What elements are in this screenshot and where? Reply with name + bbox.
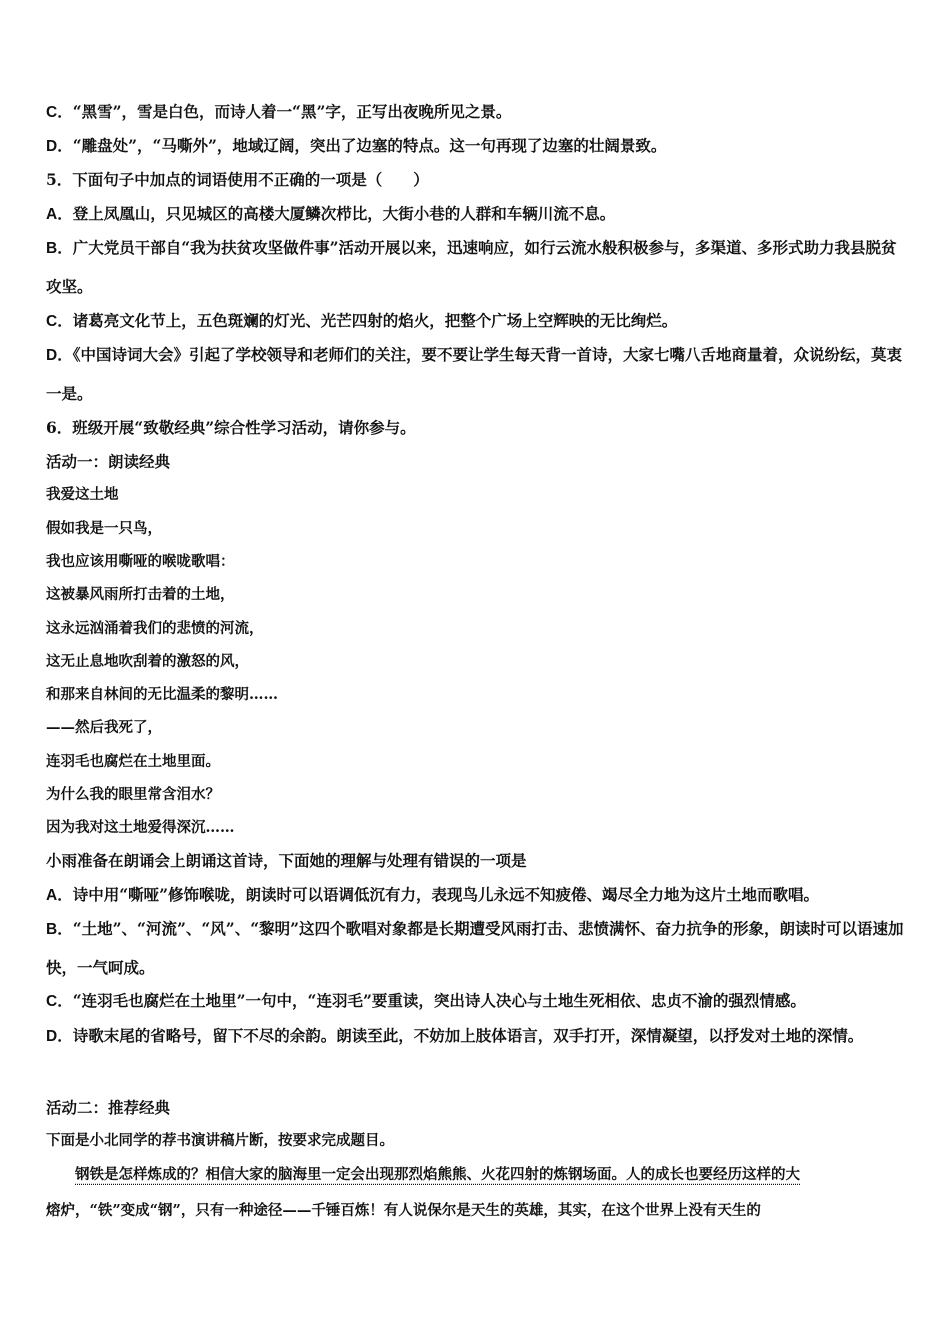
speech-paragraph-line-2: 熔炉，“铁”变成“钢”，只有一种途径——千锤百炼！有人说保尔是天生的英雄，其实，在这个世界上没有天生的 bbox=[46, 1202, 761, 1219]
q5-option-c-label: C． bbox=[46, 313, 73, 330]
q5-option-a-text: 登上凤凰山，只见城区的高楼大厦鳞次栉比，大街小巷的人群和车辆川流不息。 bbox=[72, 204, 616, 223]
poem-line: 假如我是一只鸟， bbox=[46, 520, 162, 537]
poem-line: 这永远汹涌着我们的悲愤的河流， bbox=[46, 620, 264, 637]
q5-option-a bbox=[46, 204, 908, 225]
q6-option-a-label: A． bbox=[46, 887, 73, 904]
q6-option-b-label: B． bbox=[46, 921, 73, 938]
q6-option-d-label: D． bbox=[46, 1028, 73, 1045]
q6-option-b bbox=[46, 910, 908, 987]
q5-option-b-text: 广大党员干部自“我为扶贫攻坚做件事”活动开展以来，迅速响应，如行云流水般积极参与，多渠道、多形式助力我县脱贫攻坚。 bbox=[46, 238, 897, 296]
q6-stem: 6．班级开展“致敬经典”综合性学习活动，请你参与。 bbox=[46, 418, 416, 437]
poem-line: 这无止息地吹刮着的激怒的风， bbox=[46, 653, 249, 670]
q5-option-c bbox=[46, 311, 908, 332]
q4-option-c-label: C． bbox=[46, 104, 73, 121]
q6-option-c-label: C． bbox=[46, 993, 73, 1010]
poem-line: 我也应该用嘶哑的喉咙歌唱： bbox=[46, 553, 235, 570]
q5-option-b-label: B． bbox=[46, 240, 73, 257]
q6-option-a-text: 诗中用“嘶哑”修饰喉咙，朗读时可以语调低沉有力，表现鸟儿永远不知疲倦、竭尽全力地为这片土地而歌唱。 bbox=[72, 885, 820, 904]
q6-option-a bbox=[46, 885, 908, 906]
q4-option-d-label: D． bbox=[46, 138, 73, 155]
q4-option-c-text: “黑雪”，雪是白色，而诗人着一“黑”字，正写出夜晚所见之景。 bbox=[72, 102, 512, 121]
q4-option-d bbox=[46, 136, 908, 157]
q4-option-c bbox=[46, 102, 908, 123]
poem-line: ——然后我死了， bbox=[46, 719, 162, 736]
poem-line: 为什么我的眼里常含泪水？ bbox=[46, 786, 220, 803]
poem-line: 连羽毛也腐烂在土地里面。 bbox=[46, 753, 220, 770]
q5-option-b bbox=[46, 229, 908, 306]
q6-activity2-heading: 活动二：推荐经典 bbox=[46, 1098, 171, 1117]
poem-line: 和那来自林间的无比温柔的黎明…… bbox=[46, 686, 278, 703]
q6-option-b-text: “土地”、“河流”、“风”、“黎明”这四个歌唱对象都是长期遭受风雨打击、悲愤满怀、奋力抗争的形象，朗读时可以语速加快，一气呵成。 bbox=[46, 919, 904, 977]
q5-stem: 5．下面句子中加点的词语使用不正确的一项是（ ） bbox=[46, 170, 429, 189]
q6-option-c-text: “连羽毛也腐烂在土地里”一句中，“连羽毛”要重读，突出诗人决心与土地生死相依、忠贞不渝的强烈情感。 bbox=[72, 991, 806, 1010]
poem-line: 因为我对这土地爱得深沉…… bbox=[46, 819, 235, 836]
q6-option-d bbox=[46, 1017, 908, 1056]
q5-option-d bbox=[46, 336, 908, 413]
q6-option-d-text: 诗歌末尾的省略号，留下不尽的余韵。朗读至此，不妨加上肢体语言，双手打开，深情凝望，以抒发对土地的深情。 bbox=[72, 1026, 864, 1045]
poem-line: 这被暴风雨所打击着的土地， bbox=[46, 586, 235, 603]
q5-option-c-text: 诸葛亮文化节上，五色斑斓的灯光、光芒四射的焰火，把整个广场上空辉映的无比绚烂。 bbox=[72, 311, 678, 330]
q5-option-d-label: D． bbox=[46, 347, 73, 364]
poem-title: 我爱这土地 bbox=[46, 486, 119, 503]
q5-option-d-text: 《中国诗词大会》引起了学校领导和老师们的关注，要不要让学生每天背一首诗，大家七嘴八舌地商量着，众说纷纭，莫衷一是。 bbox=[46, 345, 902, 403]
speech-paragraph-line-1: 钢铁是怎样炼成的？相信大家的脑海里一定会出现那烈焰熊熊、火花四射的炼钢场面。人的成长也要经历这样的大 bbox=[75, 1166, 800, 1183]
q6-activity1-heading: 活动一：朗读经典 bbox=[46, 452, 171, 471]
q5-option-a-label: A． bbox=[46, 206, 73, 223]
q4-option-d-text: “雕盘处”，“马嘶外”，地域辽阔，突出了边塞的特点。这一句再现了边塞的壮阔景致。 bbox=[72, 136, 667, 155]
q6-speech-intro: 下面是小北同学的荐书演讲稿片断，按要求完成题目。 bbox=[46, 1132, 394, 1149]
q6-prompt: 小雨准备在朗诵会上朗诵这首诗，下面她的理解与处理有错误的一项是 bbox=[46, 851, 527, 870]
q6-option-c bbox=[46, 991, 908, 1012]
